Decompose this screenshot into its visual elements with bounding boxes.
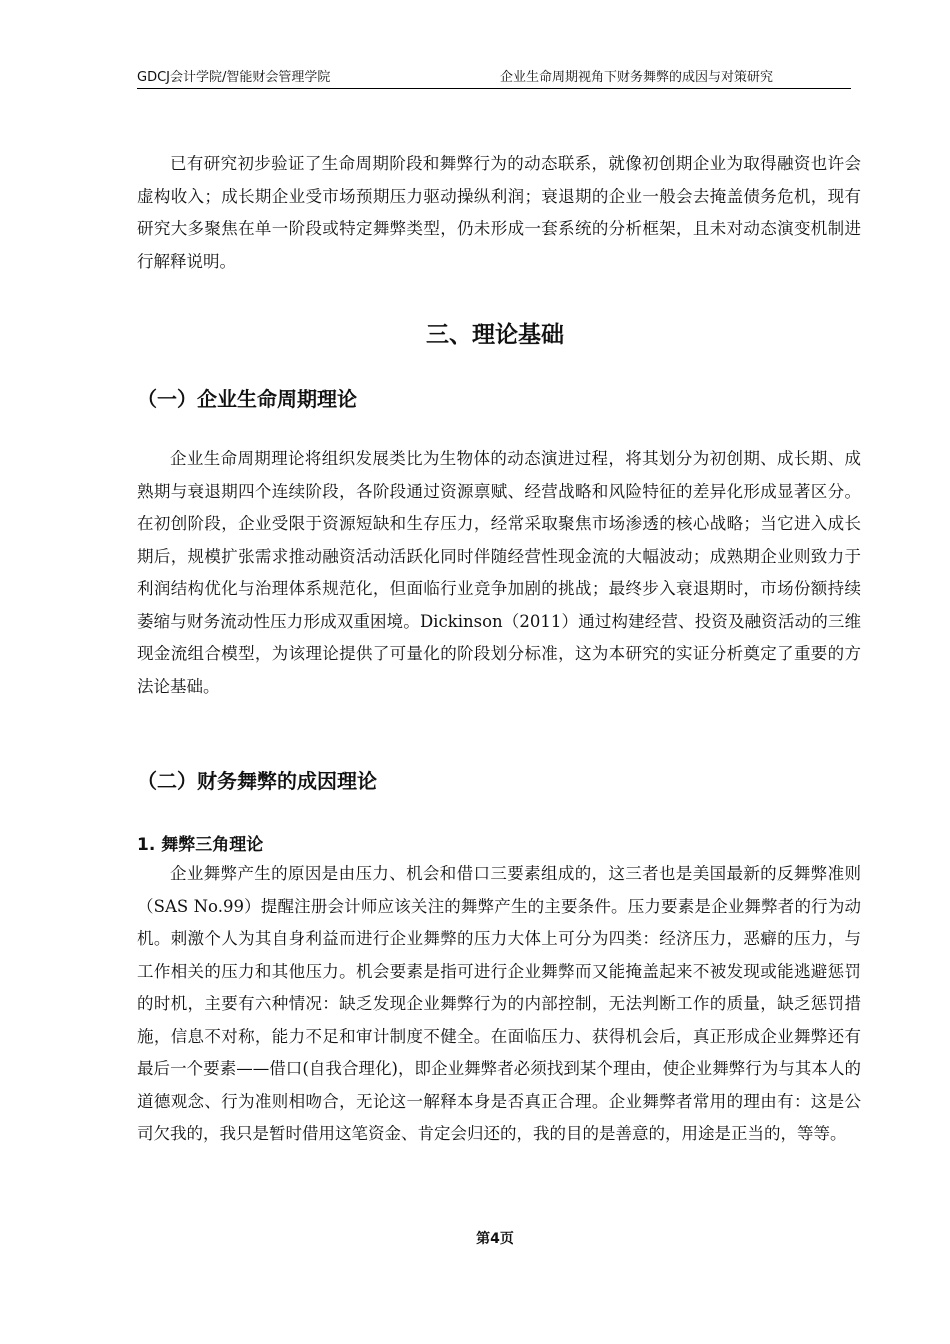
header-paper-title: 企业生命周期视角下财务舞弊的成因与对策研究 [499, 70, 773, 85]
header-institution: GDCJ会计学院/智能财会管理学院 [137, 70, 331, 85]
subsection-title-fraud-causes: （二）财务舞弊的成因理论 [137, 769, 377, 793]
item-title-fraud-triangle: 1. 舞弊三角理论 [137, 835, 264, 855]
subsection-title-lifecycle: （一）企业生命周期理论 [137, 387, 357, 411]
page-number: 第4页 [476, 1231, 514, 1247]
fraud-triangle-paragraph: 企业舞弊产生的原因是由压力、机会和借口三要素组成的，这三者也是美国最新的反舞弊准则（SAS No.99）提醒注册会计师应该关注的舞弊产生的主要条件。压力要素是企业舞弊者的行为动机。刺激个人为其自身利益而进行企业舞弊的压力大体上可分为四类：经济压力，恶癖的压力，与工作相关的压力和其他压力。机会要素是指可进行企业舞弊而又能掩盖起来不被发现或能逃避惩罚的时机，主要有六种情况：缺乏发现企业舞弊行为的内部控制，无法判断工作的质量，缺乏惩罚措施，信息不对称，能力不足和审计制度不健全。在面临压力、获得机会后，真正形成企业舞弊还有最后一个要素——借口(自我合理化)，即企业舞弊者必须找到某个理由，使企业舞弊行为与其本人的道德观念、行为准则相吻合，无论这一解释本身是否真正合理。企业舞弊者常用的理由有：这是公司欠我的，我只是暂时借用这笔资金、肯定会归还的，我的目的是善意的，用途是正当的，等等。 [137, 864, 861, 1143]
intro-paragraph: 已有研究初步验证了生命周期阶段和舞弊行为的动态联系，就像初创期企业为取得融资也许会虚构收入；成长期企业受市场预期压力驱动操纵利润；衰退期的企业一般会去掩盖债务危机，现有研究大多聚焦在单一阶段或特定舞弊类型，仍未形成一套系统的分析框架，且未对动态演变机制进行解释说明。 [137, 154, 861, 271]
page-header [137, 62, 851, 89]
lifecycle-paragraph: 企业生命周期理论将组织发展类比为生物体的动态演进过程，将其划分为初创期、成长期、成熟期与衰退期四个连续阶段，各阶段通过资源禀赋、经营战略和风险特征的差异化形成显著区分。在初创阶段，企业受限于资源短缺和生存压力，经常采取聚焦市场渗透的核心战略；当它进入成长期后，规模扩张需求推动融资活动活跃化同时伴随经营性现金流的大幅波动；成熟期企业则致力于利润结构优化与治理体系规范化，但面临行业竞争加剧的挑战；最终步入衰退期时，市场份额持续萎缩与财务流动性压力形成双重困境。Dickinson（2011）通过构建经营、投资及融资活动的三维现金流组合模型，为该理论提供了可量化的阶段划分标准，这为本研究的实证分析奠定了重要的方法论基础。 [137, 449, 861, 696]
section-title: 三、理论基础 [426, 322, 564, 348]
